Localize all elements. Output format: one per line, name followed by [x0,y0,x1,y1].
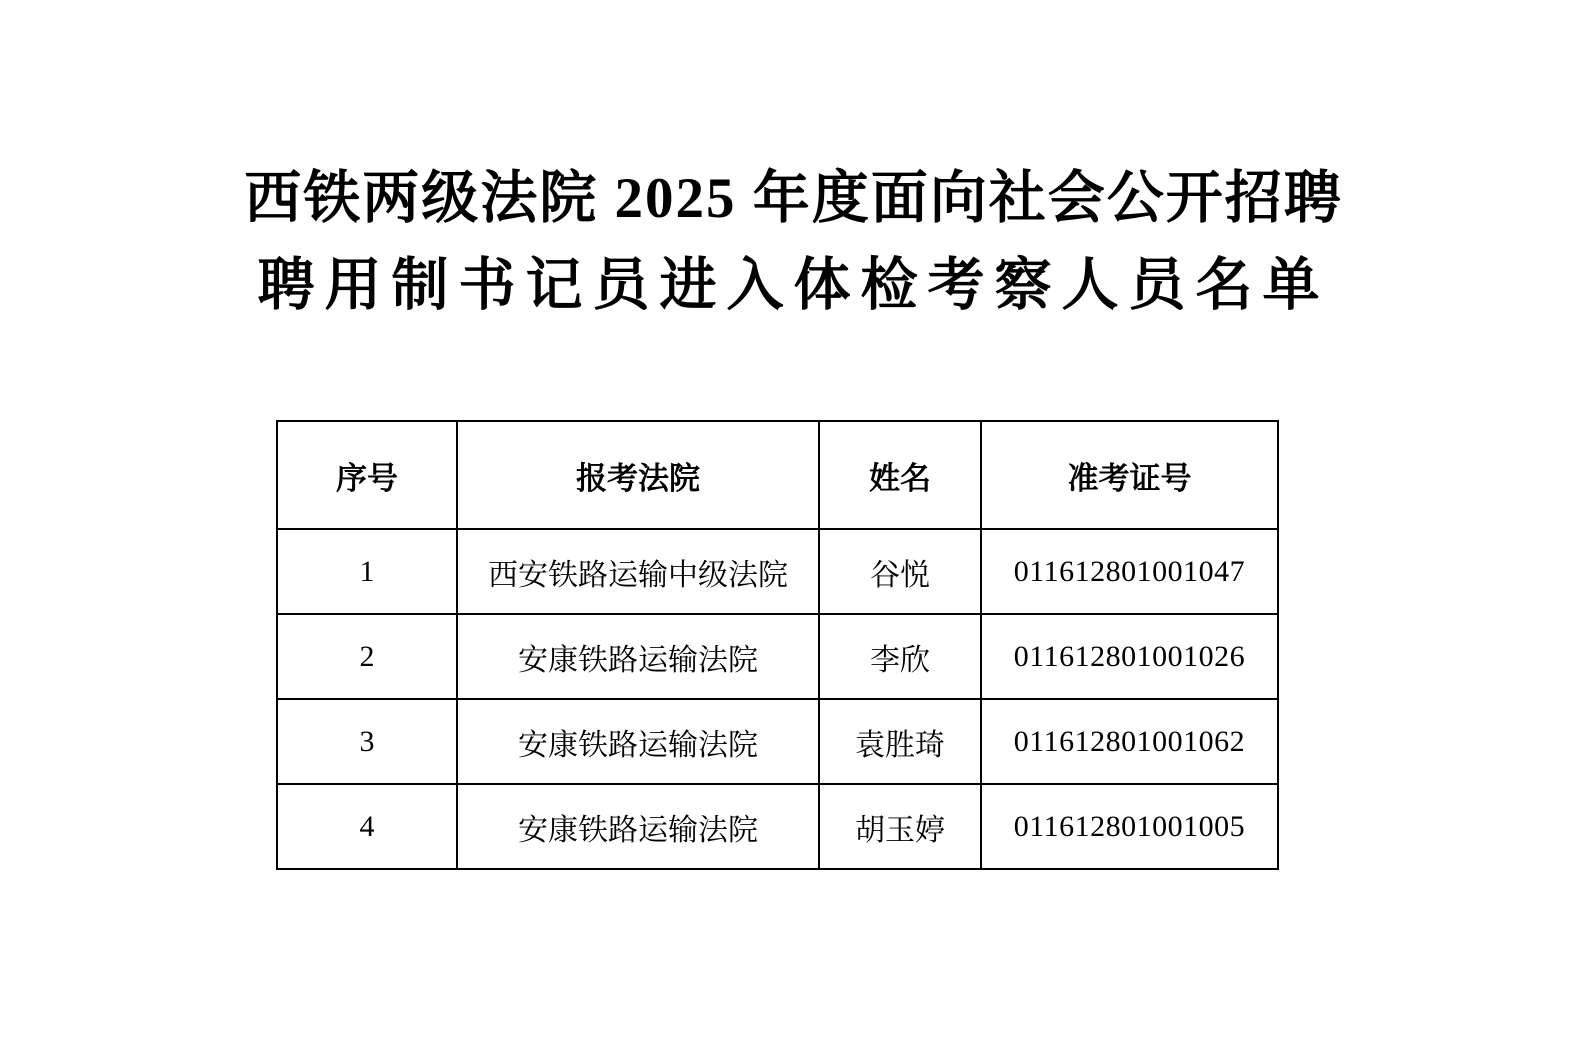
ticket-cell: 011612801001047 [981,529,1278,614]
ticket-cell: 011612801001026 [981,614,1278,699]
court-cell: 安康铁路运输法院 [457,699,819,784]
serial-cell: 2 [277,614,457,699]
serial-cell: 3 [277,699,457,784]
name-cell: 李欣 [819,614,981,699]
table-row [277,529,1278,614]
court-cell: 安康铁路运输法院 [457,784,819,869]
table-header-row [277,421,1278,529]
document-title [0,155,1587,329]
ticket-cell: 011612801001005 [981,784,1278,869]
column-header-ticket: 准考证号 [981,421,1278,529]
column-header-court: 报考法院 [457,421,819,529]
column-header-serial: 序号 [277,421,457,529]
table-row [277,614,1278,699]
table-row [277,784,1278,869]
serial-cell: 1 [277,529,457,614]
candidates-table [276,420,1279,870]
column-header-name: 姓名 [819,421,981,529]
court-cell: 西安铁路运输中级法院 [457,529,819,614]
table-body [277,529,1278,869]
court-cell: 安康铁路运输法院 [457,614,819,699]
serial-cell: 4 [277,784,457,869]
document-title-line1: 西铁两级法院 2025 年度面向社会公开招聘 [244,167,1343,230]
name-cell: 袁胜琦 [819,699,981,784]
table-row [277,699,1278,784]
name-cell: 谷悦 [819,529,981,614]
name-cell: 胡玉婷 [819,784,981,869]
ticket-cell: 011612801001062 [981,699,1278,784]
document-title-line2: 聘用制书记员进入体检考察人员名单 [257,254,1330,317]
